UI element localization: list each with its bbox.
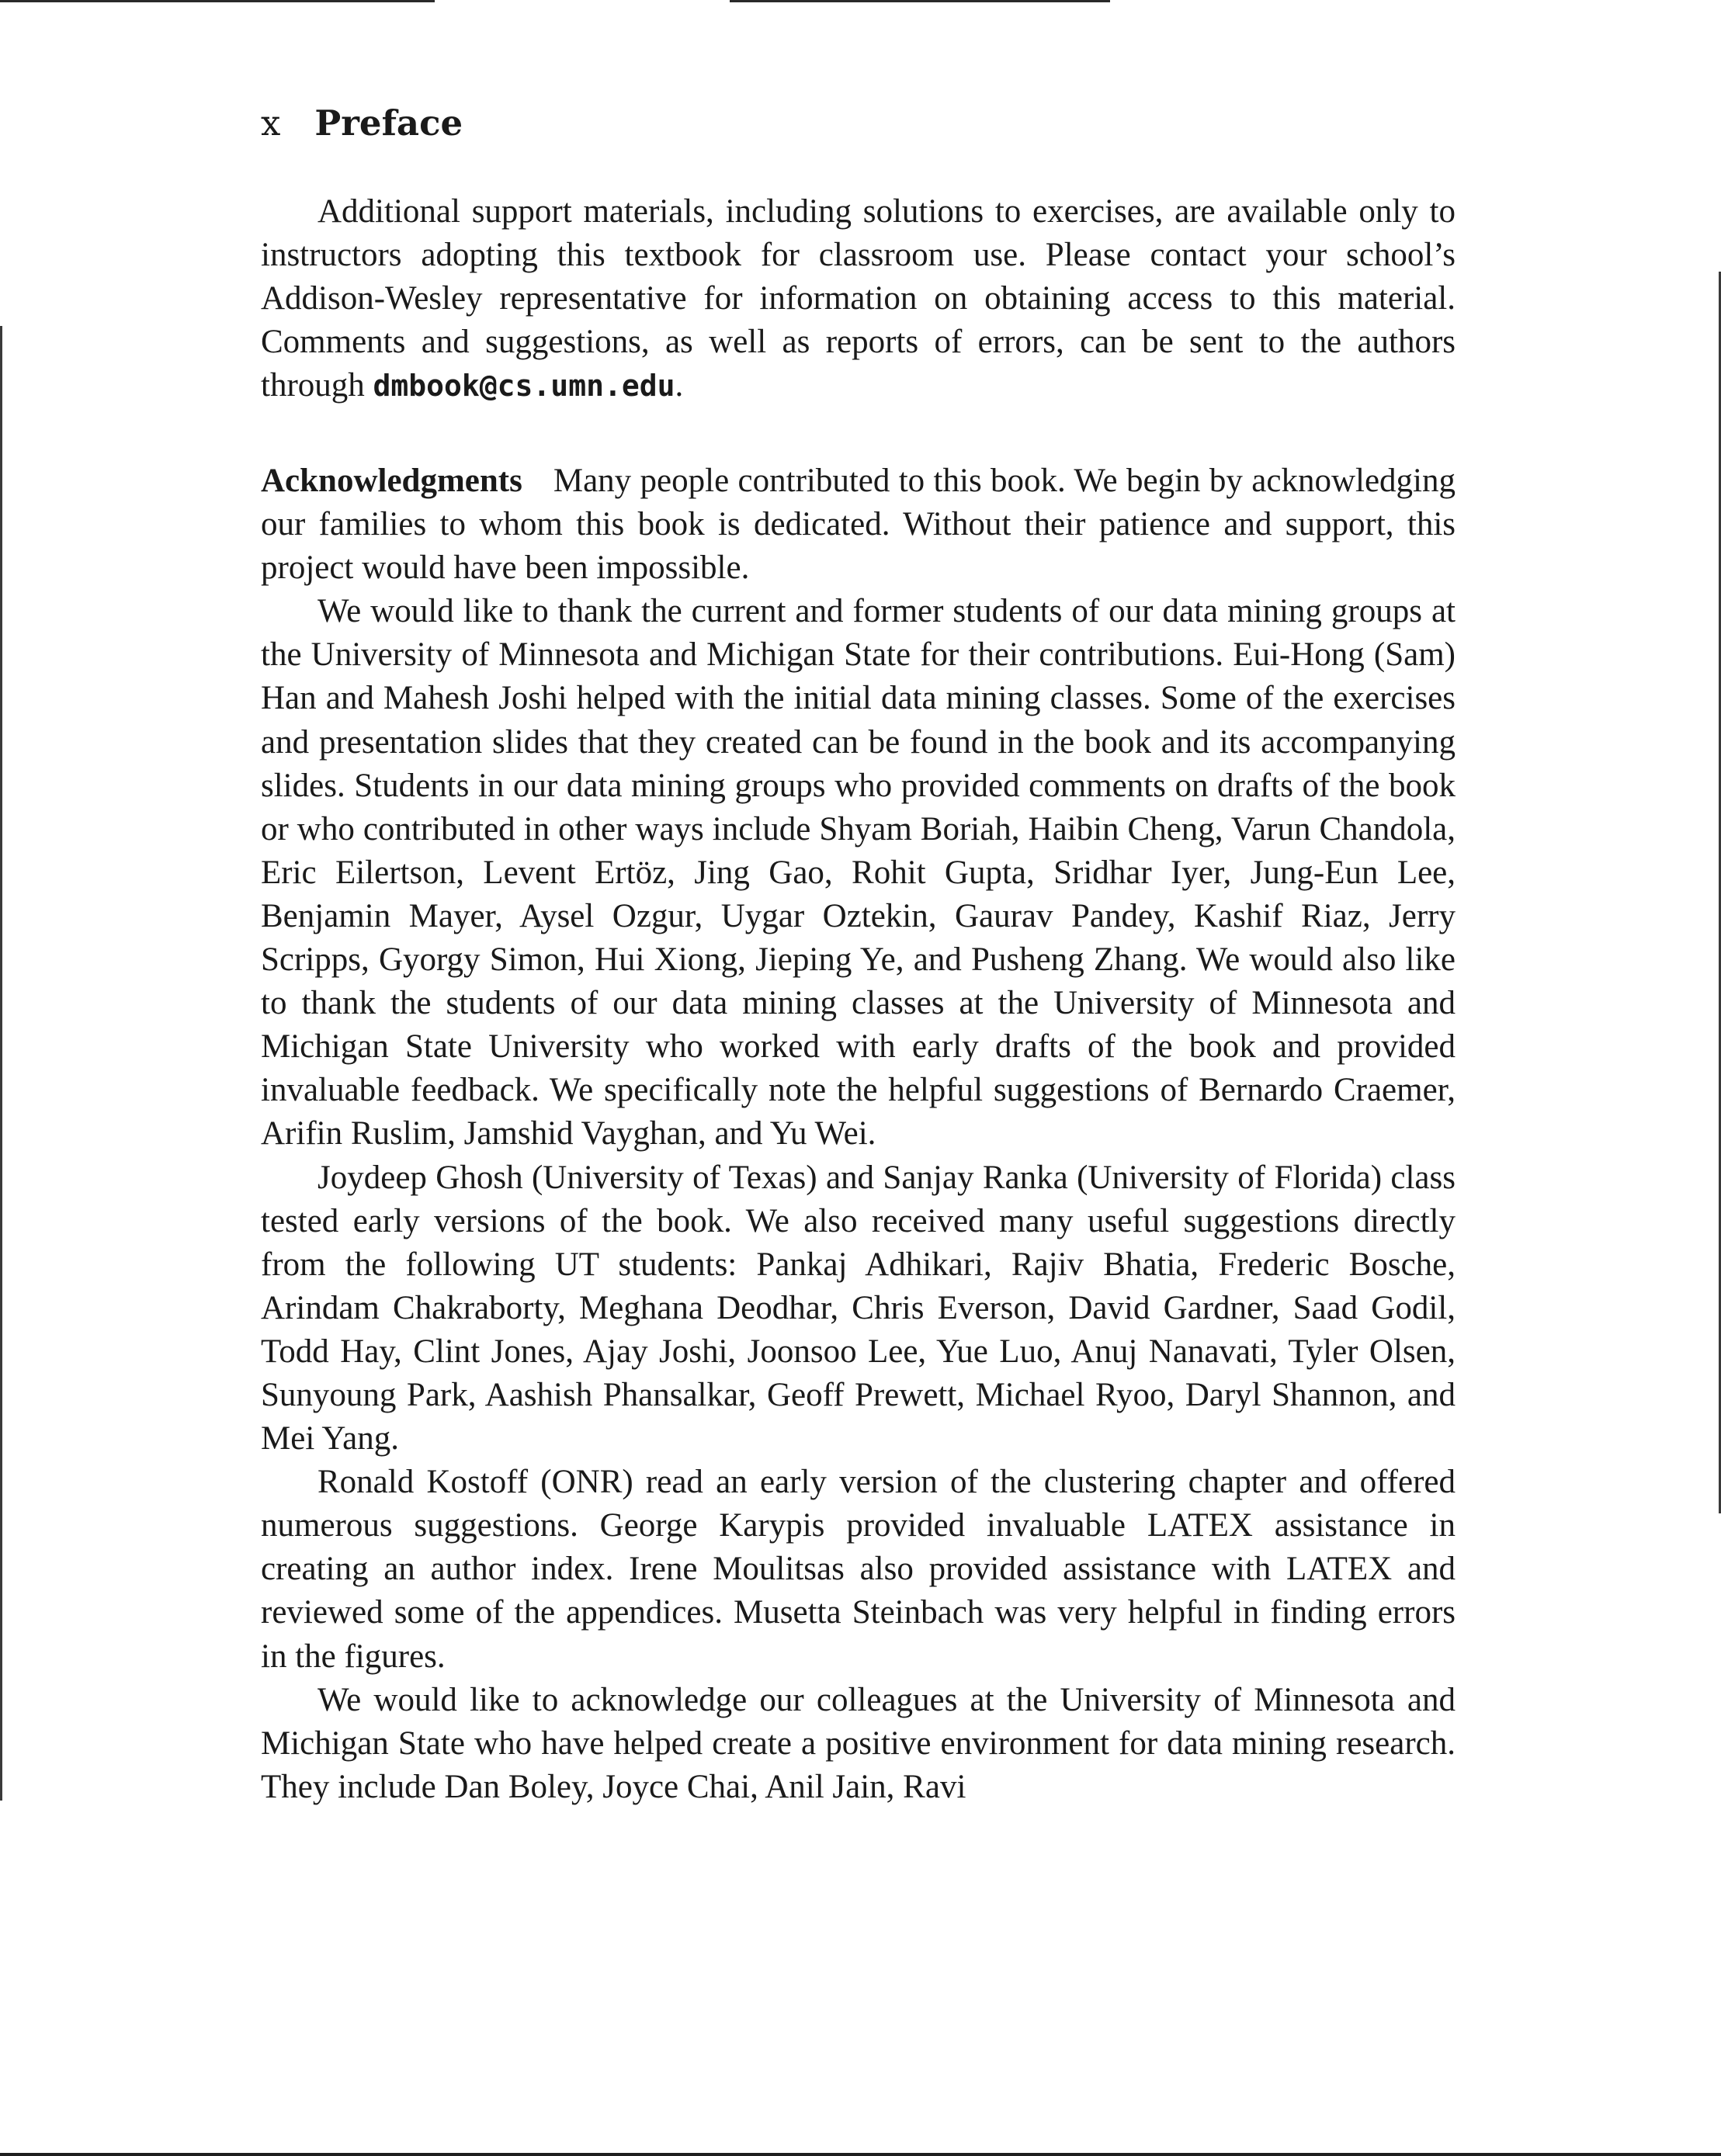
acknowledgments-heading: Acknowledgments (261, 463, 522, 499)
running-header (261, 99, 463, 148)
paragraph: Ronald Kostoff (ONR) read an early version of the clustering chapter and offered numerous suggestions. George Karypis provided invaluable LATEX assistance in creating an author index. Irene Moulitsas also provided assistance with LATEX and reviewed some of the appendices. Musetta Steinbach was very helpful in finding errors in the figures. (261, 1464, 1456, 1675)
paragraph: We would like to thank the current and former students of our data mining groups at the University of Minnesota and Michigan State for their contributions. Eui-Hong (Sam) Han and Mahesh Joshi helped with the initial data mining classes. Some of the exercises and presentation slides that they created can be found in the book and its accompanying slides. Students in our data mining groups who provided comments on drafts of the book or who contributed in other ways include Shyam Boriah, Haibin Cheng, Varun Chandola, Eric Eilertson, Levent Ertöz, Jing Gao, Rohit Gupta, Sridhar Iyer, Jung-Eun Lee, Benjamin Mayer, Aysel Ozgur, Uygar Oztekin, Gaurav Pandey, Kashif Riaz, Jerry Scripps, Gyorgy Simon, Hui Xiong, Jieping Ye, and Pusheng Zhang. We would also like to thank the students of our data mining classes at the University of Minnesota and Michigan State University who worked with early drafts of the book and provided invaluable feedback. We specifically note the helpful suggestions of Bernardo Craemer, Arifin Ruslim, Jamshid Vayghan, and Yu Wei. (261, 593, 1456, 1153)
support-paragraph: Additional support materials, including solutions to exercises, are available only to instructors adopting this textbook for classroom use. Please contact your school’s Addison-Wesley representative for information on obtaining access to this material. Comments and suggestions, as well as reports of errors, can be sent to the authors through dmbook@cs.umn.edu. (261, 193, 1456, 404)
paragraph: Joydeep Ghosh (University of Texas) and Sanjay Ranka (University of Florida) class tested early versions of the book. We also received many useful suggestions directly from the following UT students: Pankaj Adhikari, Rajiv Bhatia, Frederic Bosche, Arindam Chakraborty, Meghana Deodhar, Chris Everson, David Gardner, Saad Godil, Todd Hay, Clint Jones, Ajay Joshi, Joonsoo Lee, Yue Luo, Anuj Nanavati, Tyler Olsen, Sunyoung Park, Aashish Phansalkar, Geoff Prewett, Michael Ryoo, Daryl Shannon, and Mei Yang. (261, 1159, 1456, 1458)
scan-edge (0, 2153, 1721, 2156)
acknowledgments-intro-paragraph: Acknowledgments Many people contributed to this book. We begin by acknowledging our families to whom this book is dedicated. Without their patience and support, this project would have been impossible. (261, 463, 1456, 587)
support-paragraph-block (261, 190, 1456, 407)
scan-edge (0, 326, 2, 1801)
acknowledgments-section (261, 459, 1456, 1809)
scan-edge (0, 0, 435, 2)
scan-edge (730, 0, 1110, 2)
page-number: x (261, 102, 281, 144)
author-email-link[interactable]: dmbook@cs.umn.edu (373, 369, 675, 404)
chapter-title: Preface (314, 102, 463, 144)
paragraph: We would like to acknowledge our colleagues at the University of Minnesota and Michigan State who have helped create a positive environment for data mining research. They include Dan Boley, Joyce Chai, Anil Jain, Ravi (261, 1681, 1456, 1805)
